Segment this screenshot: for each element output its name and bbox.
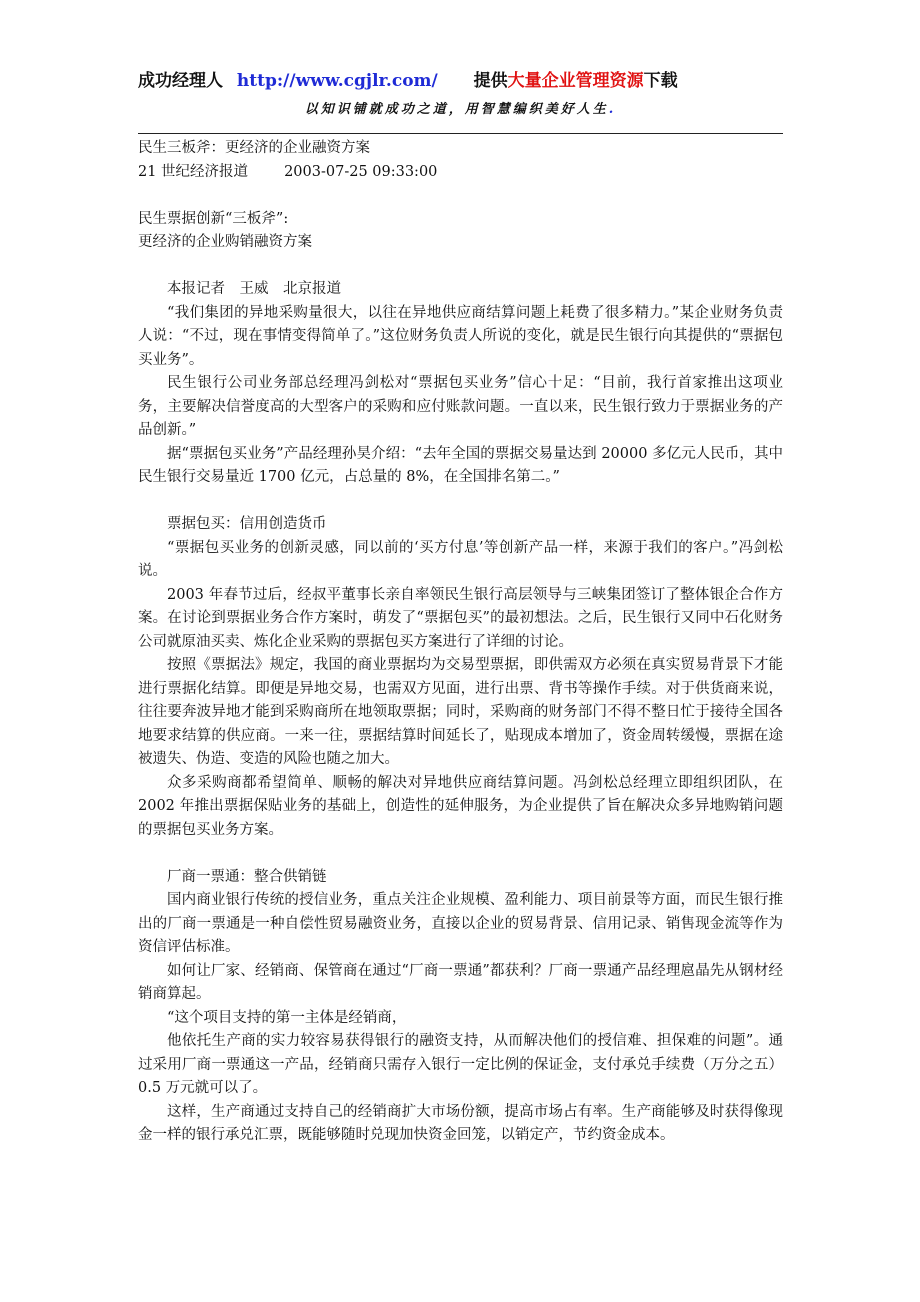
header-banner (138, 66, 783, 92)
paragraph-12: 这样，生产商通过支持自己的经销商扩大市场份额，提高市场占有率。生产商能够及时获得像现金一样的银行承兑汇票，既能够随时兑现加快资金回笼，以销定产，节约资金成本。 (138, 1103, 783, 1143)
page-header (138, 66, 783, 117)
headline-line-2: 更经济的企业购销融资方案 (138, 234, 312, 250)
paragraph-11: 他依托生产商的实力较容易获得银行的融资支持，从而解决他们的授信难、担保难的问题”。通过采用厂商一票通这一产品，经销商只需存入银行一定比例的保证金，支付承兑手续费（万分之五）0.5 万元就可以了。 (138, 1033, 783, 1096)
paragraph-2: 民生银行公司业务部总经理冯剑松对“票据包买业务”信心十足：“目前，我行首家推出这项业务，主要解决信誉度高的大型客户的采购和应付账款问题。一直以来，民生银行致力于票据业务的产品创新。” (138, 375, 783, 438)
article-meta (138, 161, 783, 185)
paragraph-7: 众多采购商都希望简单、顺畅的解决对异地供应商结算问题。冯剑松总经理立即组织团队，在 2002 年推出票据保贴业务的基础上，创造性的延伸服务，为企业提供了旨在解决众多异地购销问题的票据包买业务方案。 (138, 774, 783, 838)
paragraph-5: 2003 年春节过后，经叔平董事长亲自率领民生银行高层领导与三峡集团签订了整体银企合作方案。在讨论到票据业务合作方案时，萌发了“票据包买”的最初想法。之后，民生银行又同中石化财务公司就原油买卖、炼化企业采购的票据包买方案进行了详细的讨论。 (138, 586, 783, 650)
byline: 本报记者 王威 北京报道 (167, 281, 341, 297)
paragraph-10: “这个项目支持的第一主体是经销商， (167, 1009, 407, 1026)
provide-prefix: 提供 (473, 71, 508, 91)
paragraph-3: 据“票据包买业务”产品经理孙昊介绍：“去年全国的票据交易量达到 20000 多亿元人民币，其中民生银行交易量近 1700 亿元，占总量的 8%，在全国排名第二。” (138, 445, 783, 485)
paragraph-9: 如何让厂家、经销商、保管商在通过“厂商一票通”都获利？厂商一票通产品经理扈晶先从钢材经销商算起。 (138, 962, 783, 1002)
site-link[interactable]: http://www.cgjlr.com/ (236, 71, 438, 91)
paragraph-6: 按照《票据法》规定，我国的商业票据均为交易型票据，即供需双方必须在真实贸易背景下才能进行票据化结算。即便是异地交易，也需双方见面，进行出票、背书等操作手续。对于供货商来说，往往要奔波异地才能到采购商所在地领取票据；同时，采购商的财务部门不得不整日忙于接待全国各地要求结算的供应商。一来一往，票据结算时间延长了，贴现成本增加了，资金周转缓慢，票据在途被遗失、伪造、变造的风险也随之加大。 (138, 657, 783, 767)
paragraph-1: “我们集团的异地采购量很大，以往在异地供应商结算问题上耗费了很多精力。”某企业财务负责人说：“不过，现在事情变得简单了。”这位财务负责人所说的变化，就是民生银行向其提供的“票据包买业务”。 (138, 304, 783, 368)
slogan (138, 98, 783, 117)
brand-name: 成功经理人 (138, 71, 223, 91)
header-divider (138, 133, 783, 134)
provide-text (474, 71, 678, 91)
section-heading-2: 厂商一票通：整合供销链 (167, 868, 327, 885)
slogan-text: 以知识铺就成功之道，用智慧编织美好人生 (304, 102, 609, 117)
slogan-end: . (608, 102, 617, 117)
section-heading-1: 票据包买：信用创造货币 (167, 516, 327, 532)
headline-line-1: 民生票据创新“三板斧”: (138, 210, 289, 227)
paragraph-8: 国内商业银行传统的授信业务，重点关注企业规模、盈利能力、项目前景等方面，而民生银行推出的厂商一票通是一种自偿性贸易融资业务，直接以企业的贸易背景、信用记录、销售现金流等作为资信评估标准。 (138, 892, 783, 955)
article-title: 民生三板斧：更经济的企业融资方案 (138, 140, 370, 156)
provide-highlight: 大量企业管理资源 (507, 71, 644, 91)
provide-suffix: 下载 (643, 71, 678, 91)
article-source: 21 世纪经济报道 (138, 163, 249, 180)
paragraph-4: “票据包买业务的创新灵感，同以前的‘买方付息’等创新产品一样，来源于我们的客户。”冯剑松说。 (138, 539, 783, 579)
article (138, 137, 783, 1148)
article-datetime: 2003-07-25 09:33:00 (284, 163, 438, 180)
